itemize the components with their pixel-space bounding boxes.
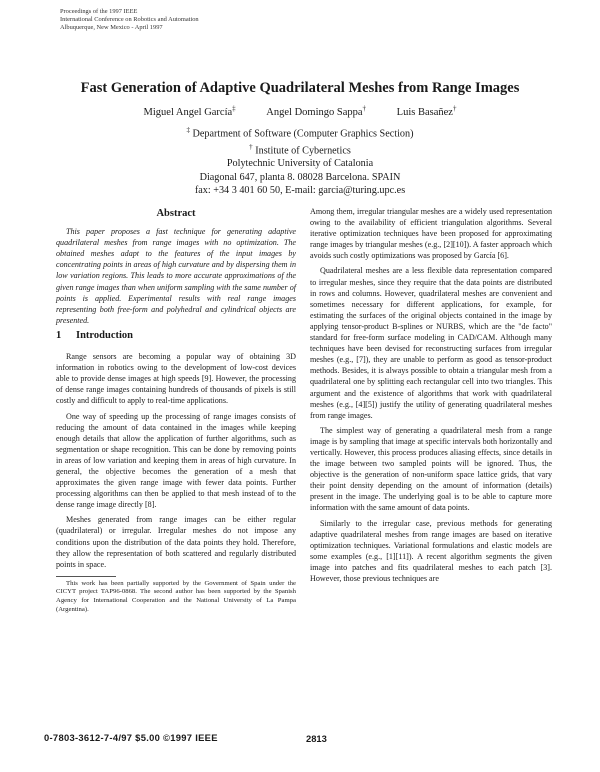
- section-title: Introduction: [76, 329, 133, 341]
- intro-paragraph-3: Meshes generated from range images can be either regular (quadrilateral) or irregular. Irregular meshes do not impose any conditions upon the distribution of the data points they hold. Therefore, they allow the representation of both scattered and regularly distributed points in space.: [56, 515, 296, 569]
- author-3-mark: †: [452, 104, 457, 112]
- affiliation-dept1-mark: ‡: [186, 126, 190, 134]
- affiliation-dept2: [0, 141, 600, 158]
- author-3: [396, 104, 457, 118]
- section-number: 1: [56, 329, 62, 341]
- page-number: 2813: [306, 733, 327, 744]
- right-paragraph-2: Quadrilateral meshes are a less flexible data representation compared to irregular meshes, since they require that the data points are distributed in rows and columns. However, quadrilateral meshes are convenient and sometimes necessary for different applications, for example, for estimating the surfaces of the original objects contained in the image by applying tensor-product B-splines or NURBS, which are the "de facto" standard for free-form surface modeling in CAD/CAM. Although many techniques have been devised for reconstructing surfaces from irregular meshes (e.g., [7]), they are unable to perform as good as tensor-product methods. Besides, it is always possible to obtain a triangular mesh from a quadrilateral one by splitting each rectangular cell into two triangles. This argument and the existence of algorithms that work with quadrilateral meshes (e.g., [4][5]) justify the utility of generating quadrilateral meshes from range images.: [310, 266, 552, 420]
- affiliation-dept1: [0, 124, 600, 141]
- abstract-heading: Abstract: [156, 208, 196, 219]
- affiliation-dept1-text: Department of Software (Computer Graphics Section): [192, 128, 414, 140]
- author-list: [0, 104, 600, 118]
- affiliation-dept2-text: Institute of Cybernetics: [255, 145, 351, 157]
- author-1-name: Miguel Angel García: [143, 106, 233, 118]
- right-paragraph-1: Among them, irregular triangular meshes are a widely used representation owing to the availability of efficient triangulation algorithms. Several iterative optimization techniques have been proposed for approximating range images by triangular meshes (e.g., [2][10]). A faster approach which avoids such costly optimizations was proposed by García [6].: [310, 207, 552, 261]
- abstract-text: This paper proposes a fast technique for generating adaptive quadrilateral meshes from range images with no optimization. The obtained meshes adapt to the features of the input images by concentrating points in areas of high curvature and by dispersing them in low variation regions. This leads to more accurate approximations of the given range images than when uniform sampling with the same number of points is applied. Experimental results with real range images representing both free-form and polyhedral and cylindrical objects are presented.: [56, 227, 296, 325]
- right-paragraph-3: The simplest way of generating a quadrilateral mesh from a range image is by sampling that image at specific intervals both horizontally and vertically. However, this process produces aliasing effects, since details in the image between two sampled points will be ignored. Thus, the objective is the generation of non-uniform space lattice grids, that vary their point density depending on the amount of information (details) present in the image. The underlying goal is to be able to capture more information with the same amount of data points.: [310, 425, 552, 513]
- affiliation-block: [0, 124, 600, 197]
- left-column: [56, 206, 296, 618]
- affiliation-address: Diagonal 647, planta 8. 08028 Barcelona. SPAIN: [199, 171, 401, 183]
- footer-isbn: 0-7803-3612-7-4/97 $5.00 ©1997 IEEE: [44, 732, 218, 743]
- affiliation-university: Polytechnic University of Catalonia: [226, 158, 374, 170]
- paper-title: Fast Generation of Adaptive Quadrilateral Meshes from Range Images: [80, 80, 520, 96]
- intro-paragraph-2: One way of speeding up the processing of range images consists of reducing the amount of data contained in the images while keeping enough details that allow the application of further algorithms, such as segmentation or shape recognition. This can be done by removing points in areas of low variation and keeping them in areas of high curvature. In general, the objective becomes the generation of a mesh that approximates the given range image with fewer data points. Further processing algorithms can then be applied to that mesh instead of to the dense range image directly [8].: [56, 411, 296, 510]
- author-1: [143, 104, 236, 118]
- author-1-mark: ‡: [232, 104, 236, 112]
- right-column: [310, 206, 552, 588]
- affiliation-contact: fax: +34 3 401 60 50, E-mail: garcia@turing.upc.es: [194, 184, 406, 196]
- proceedings-line-3: Albuquerque, New Mexico - April 1997: [60, 24, 163, 31]
- author-3-name: Luis Basañez: [396, 106, 453, 118]
- intro-paragraph-1: Range sensors are becoming a popular way of obtaining 3D information in robotics owing to the development of low-cost devices able to provide dense images at high speeds [9]. However, the processing of dense range images containing hundreds of thousands of pixels is still costly and difficult to apply to real-time applications.: [56, 352, 296, 406]
- affiliation-dept2-mark: †: [249, 142, 253, 151]
- proceedings-line-2: International Conference on Robotics and Automation: [60, 16, 199, 23]
- right-paragraph-4: Similarly to the irregular case, previous methods for generating adaptive quadrilateral meshes from range images are based on iterative optimization techniques. Variational formulations and elastic models are some examples (e.g., [1][11]). A recent algorithm segments the given image into patches and fits quadrilateral meshes to each patch [3]. However, those previous techniques are: [310, 518, 552, 583]
- author-2: [266, 104, 367, 118]
- proceedings-line-1: Proceedings of the 1997 IEEE: [60, 8, 138, 15]
- section-heading: [56, 330, 296, 341]
- footnote: This work has been partially supported by the Government of Spain under the CICYT project TAP96-0868. The second author has been supported by the Spanish Agency for International Cooperation and the National University of La Pampa (Argentina).: [56, 579, 296, 613]
- author-2-mark: †: [362, 104, 367, 112]
- proceedings-header: [60, 8, 199, 32]
- author-2-name: Angel Domingo Sappa: [266, 106, 363, 118]
- footnote-rule: [56, 576, 116, 577]
